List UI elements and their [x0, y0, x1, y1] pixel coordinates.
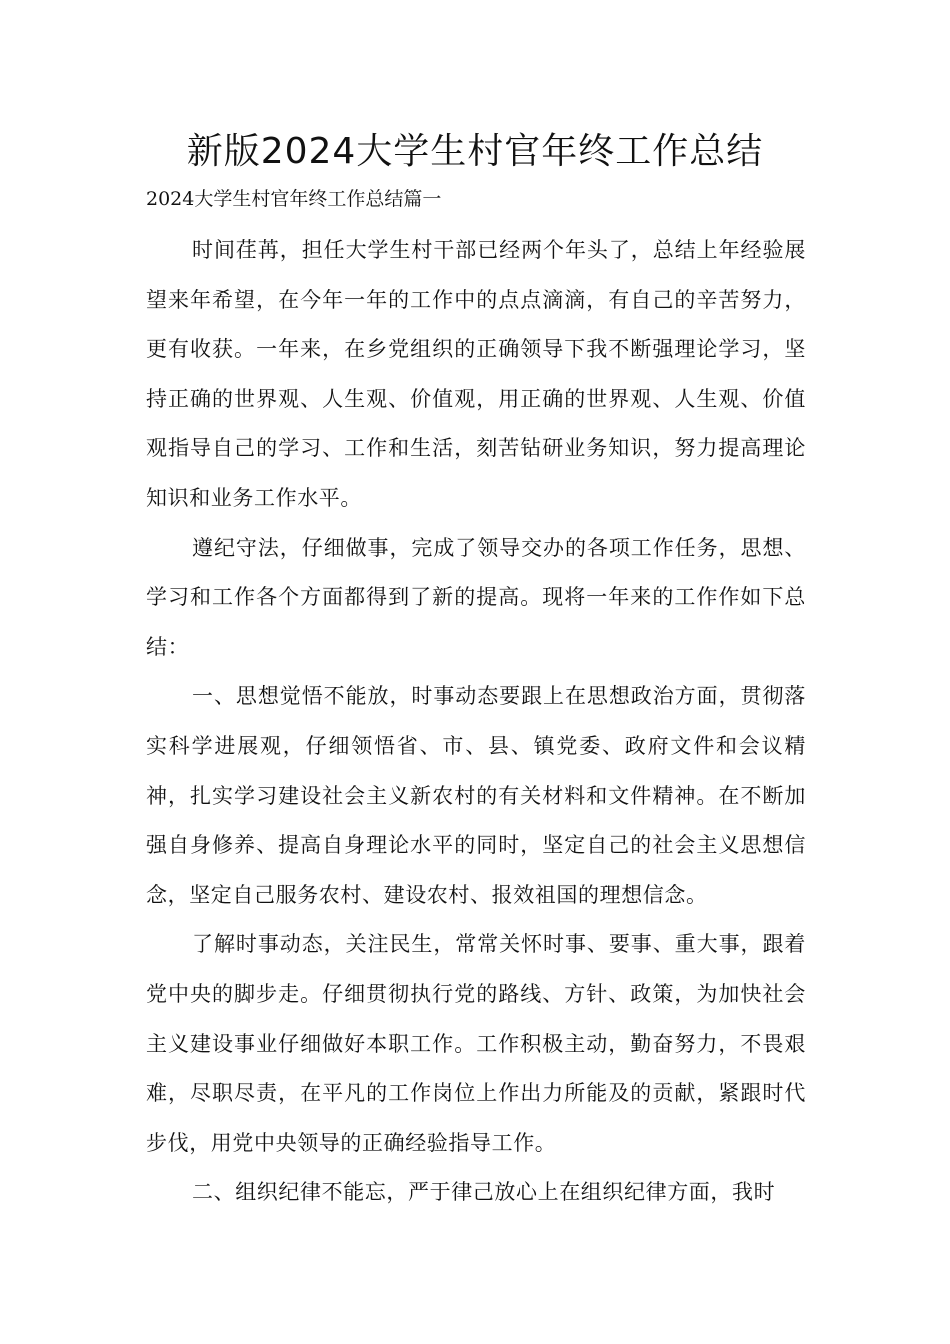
document-title: 新版2024大学生村官年终工作总结 — [186, 131, 764, 172]
paragraph: 遵纪守法，仔细做事，完成了领导交办的各项工作任务，思想、学习和工作各个方面都得到了新的提高。现将一年来的工作作如下总结： — [146, 535, 806, 659]
document-subtitle: 2024大学生村官年终工作总结篇一 — [146, 188, 442, 210]
paragraph: 二、组织纪律不能忘，严于律己放心上在组织纪律方面，我时 — [192, 1180, 776, 1205]
paragraph: 时间荏苒，担任大学生村干部已经两个年头了，总结上年经验展望来年希望，在今年一年的工作中的点点滴滴，有自己的辛苦努力，更有收获。一年来，在乡党组织的正确领导下我不断强理论学习，坚持正确的世界观、人生观、价值观，用正确的世界观、人生观、价值观指导自己的学习、工作和生活，刻苦钻研业务知识，努力提高理论知识和业务工作水平。 — [146, 238, 806, 510]
paragraph: 一、思想觉悟不能放，时事动态要跟上在思想政治方面，贯彻落实科学进展观，仔细领悟省、市、县、镇党委、政府文件和会议精神，扎实学习建设社会主义新农村的有关材料和文件精神。在不断加强自身修养、提高自身理论水平的同时，坚定自己的社会主义思想信念，坚定自己服务农村、建设农村、报效祖国的理想信念。 — [146, 684, 806, 907]
paragraph: 了解时事动态，关注民生，常常关怀时事、要事、重大事，跟着党中央的脚步走。仔细贯彻执行党的路线、方针、政策，为加快社会主义建设事业仔细做好本职工作。工作积极主动，勤奋努力，不畏艰难，尽职尽责，在平凡的工作岗位上作出力所能及的贡献，紧跟时代步伐，用党中央领导的正确经验指导工作。 — [146, 932, 806, 1155]
document-body — [146, 226, 806, 1218]
